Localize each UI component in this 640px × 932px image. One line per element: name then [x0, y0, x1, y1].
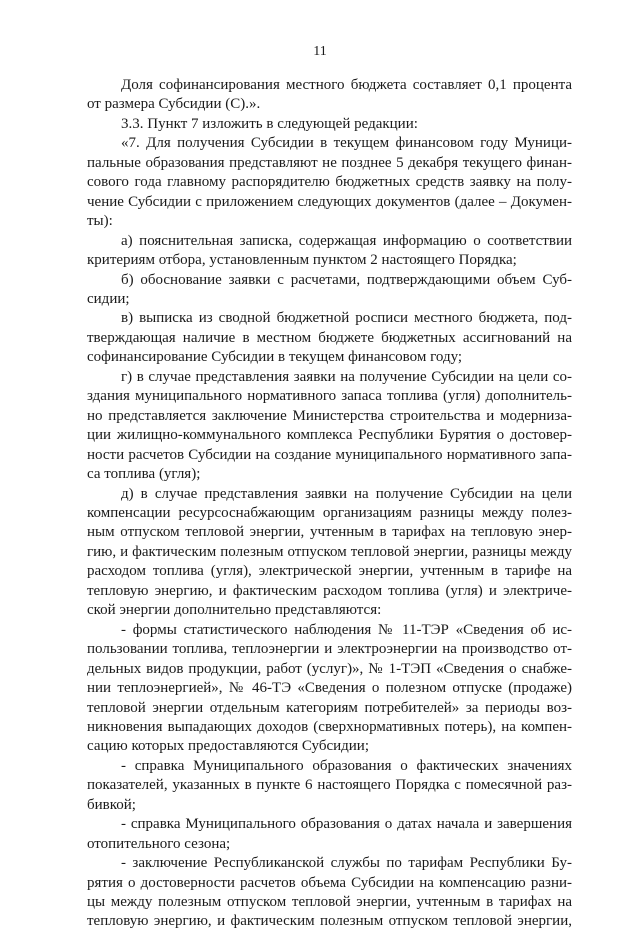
page-number: 11: [313, 44, 327, 59]
text-line: д) в случае представления заявки на получение Субсидии на цели: [121, 485, 572, 502]
text-line: сового года главному распорядителю бюджетных средств заявку на полу-: [87, 174, 572, 191]
text-line: сацию которых предоставляются Субсидии;: [87, 738, 369, 755]
text-line: - справка Муниципального образования о датах начала и завершения: [121, 816, 572, 833]
text-line: нии теплоэнергией», № 46-ТЭ «Сведения о полезном отпуске (продаже): [87, 680, 572, 697]
text-line: бивкой;: [87, 796, 136, 813]
text-line: - заключение Республиканской службы по тарифам Республики Бу-: [121, 855, 572, 872]
text-line: ции жилищно-коммунального комплекса Республики Бурятия о достовер-: [87, 427, 572, 444]
text-line: показателей, указанных в пункте 6 настоящего Порядка с помесячной раз-: [87, 777, 572, 794]
text-line: критериям отбора, установленным пунктом 2 настоящего Порядка;: [87, 252, 517, 269]
text-line: компенсации ресурсоснабжающим организациям разницы между полез-: [87, 504, 572, 521]
text-line: здания муниципального нормативного запаса топлива (угля) дополнитель-: [87, 388, 572, 405]
text-line: тепловую энергию, и фактическим расходом топлива (угля) и электриче-: [87, 582, 572, 599]
text-line: дельных видов продукции, работ (услуг)», № 1-ТЭП «Сведения о снабже-: [87, 660, 572, 677]
text-line: пользовании топлива, теплоэнергии и электроэнергии на производство от-: [87, 641, 572, 658]
text-line: цы между полезным отпуском тепловой энергии, учтенным в тарифах на: [87, 894, 572, 911]
text-line: - справка Муниципального образования о фактических значениях: [121, 757, 572, 774]
text-line: от размера Субсидии (С).».: [87, 96, 261, 113]
text-line: отопительного сезона;: [87, 835, 231, 852]
text-line: рятия о достоверности расчетов объема Субсидии на компенсацию разни-: [87, 874, 572, 891]
text-line: г) в случае представления заявки на получение Субсидии на цели со-: [121, 368, 572, 385]
text-line: гию, и фактическим полезным отпуском тепловой энергии, разницы между: [87, 543, 572, 560]
text-line: - формы статистического наблюдения № 11-ТЭР «Сведения об ис-: [121, 621, 572, 638]
text-line: расходом топлива (угля), электрической энергии, учтенным в тарифе на: [87, 563, 572, 580]
text-line: пальные образования представляют не позднее 5 декабря текущего финан-: [87, 154, 572, 171]
text-line: в) выписка из сводной бюджетной росписи местного бюджета, под-: [121, 310, 572, 327]
text-line: ности расчетов Субсидии на создание муниципального нормативного запа-: [87, 446, 572, 463]
text-line: Доля софинансирования местного бюджета составляет 0,1 процента: [121, 77, 572, 93]
text-line: никновения выпадающих доходов (сверхнормативных потерь), на компен-: [87, 718, 572, 735]
text-line: б) обоснование заявки с расчетами, подтверждающими объем Суб-: [121, 271, 572, 288]
text-line: сидии;: [87, 290, 130, 307]
text-line: ты):: [87, 213, 113, 230]
text-line: «7. Для получения Субсидии в текущем финансовом году Муници-: [121, 135, 572, 152]
text-line: ным отпуском тепловой энергии, учтенным в тарифах на тепловую энер-: [87, 524, 572, 541]
text-line: чение Субсидии с приложением следующих документов (далее – Докумен-: [87, 193, 572, 210]
text-line: а) пояснительная записка, содержащая информацию о соответствии: [121, 232, 572, 249]
text-line: ской энергии дополнительно представляются:: [87, 602, 382, 619]
text-line: тверждающая наличие в местном бюджете бюджетных ассигнований на: [87, 329, 572, 346]
text-line: са топлива (угля);: [87, 466, 201, 483]
text-line: тепловую энергию, и фактическим полезным отпуском тепловой энергии,: [87, 913, 572, 930]
text-line: 3.3. Пункт 7 изложить в следующей редакции:: [121, 115, 418, 132]
text-line: но представляется заключение Министерства строительства и модерниза-: [87, 407, 572, 424]
text-line: софинансирование Субсидии в текущем финансовом году;: [87, 349, 463, 366]
text-line: тепловой энергии отдельным категориям потребителей» за периоды воз-: [87, 699, 572, 716]
document-body: [87, 76, 572, 932]
